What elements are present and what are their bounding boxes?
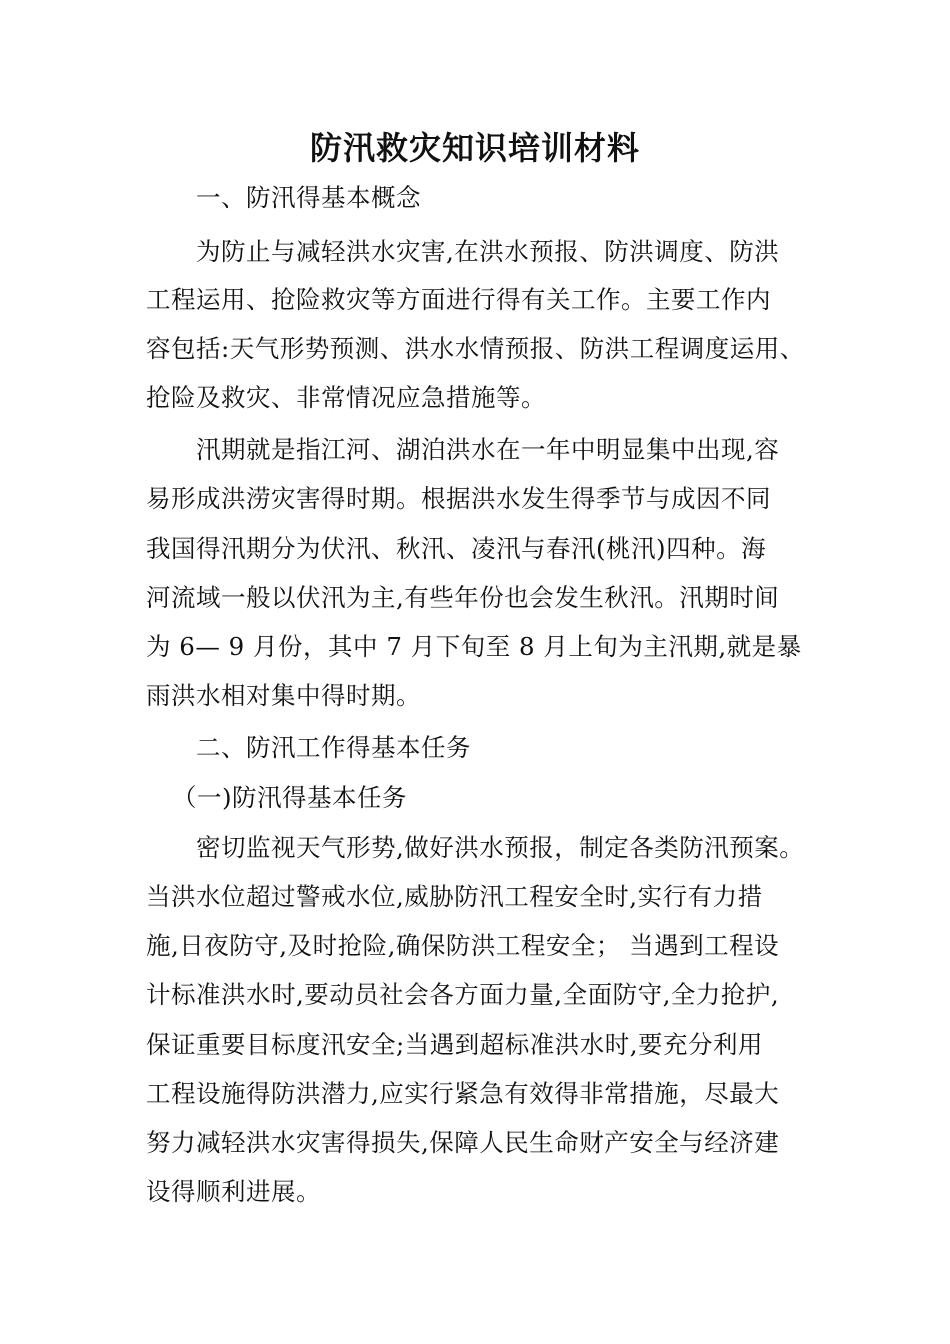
- paragraph-line: 努力减轻洪水灾害得损失,保障人民生命财产安全与经济建: [146, 1128, 780, 1157]
- paragraph-line: 易形成洪涝灾害得时期。根据洪水发生得季节与成因不同: [146, 484, 771, 513]
- paragraph-line: 工程设施得防洪潜力,应实行紧急有效得非常措施，尽最大: [146, 1079, 780, 1108]
- paragraph-line: 工程运用、抢险救灾等方面进行得有关工作。主要工作内: [146, 285, 771, 314]
- paragraph-line: 容包括:天气形势预测、洪水水情预报、防洪工程调度运用、: [146, 334, 805, 363]
- paragraph-line: 密切监视天气形势,做好洪水预报，制定各类防汛预案。: [196, 833, 805, 862]
- paragraph-line: 雨洪水相对集中得时期。: [146, 681, 421, 710]
- section-heading-1: 一、防汛得基本概念: [196, 183, 421, 212]
- paragraph-line: 保证重要目标度汛安全;当遇到超标准洪水时,要充分利用: [146, 1030, 764, 1059]
- paragraph-line: 我国得汛期分为伏汛、秋汛、凌汛与春汛(桃汛)四种。海: [146, 534, 767, 563]
- section-heading-2: 二、防汛工作得基本任务: [196, 733, 471, 762]
- paragraph-line: 汛期就是指江河、湖泊洪水在一年中明显集中出现,容: [196, 435, 780, 464]
- paragraph-line: 为防止与减轻洪水灾害,在洪水预报、防洪调度、防洪: [196, 237, 780, 266]
- paragraph-line: 设得顺利进展。: [146, 1177, 321, 1206]
- paragraph-line: 河流域一般以伏汛为主,有些年份也会发生秋汛。汛期时间: [146, 583, 780, 612]
- paragraph-line: 当洪水位超过警戒水位,威胁防汛工程安全时,实行有力措: [146, 882, 763, 911]
- subsection-heading: （一)防汛得基本任务: [172, 783, 408, 812]
- paragraph-line: 施,日夜防守,及时抢险,确保防洪工程安全； 当遇到工程设: [146, 931, 780, 960]
- paragraph-line: 为 6— 9 月份，其中 7 月下旬至 8 月上旬为主汛期,就是暴: [146, 632, 802, 661]
- paragraph-line: 计标准洪水时,要动员社会各方面力量,全面防守,全力抢护,: [146, 980, 780, 1009]
- paragraph-line: 抢险及救灾、非常情况应急措施等。: [146, 383, 546, 412]
- document-title: 防汛救灾知识培训材料: [309, 129, 640, 167]
